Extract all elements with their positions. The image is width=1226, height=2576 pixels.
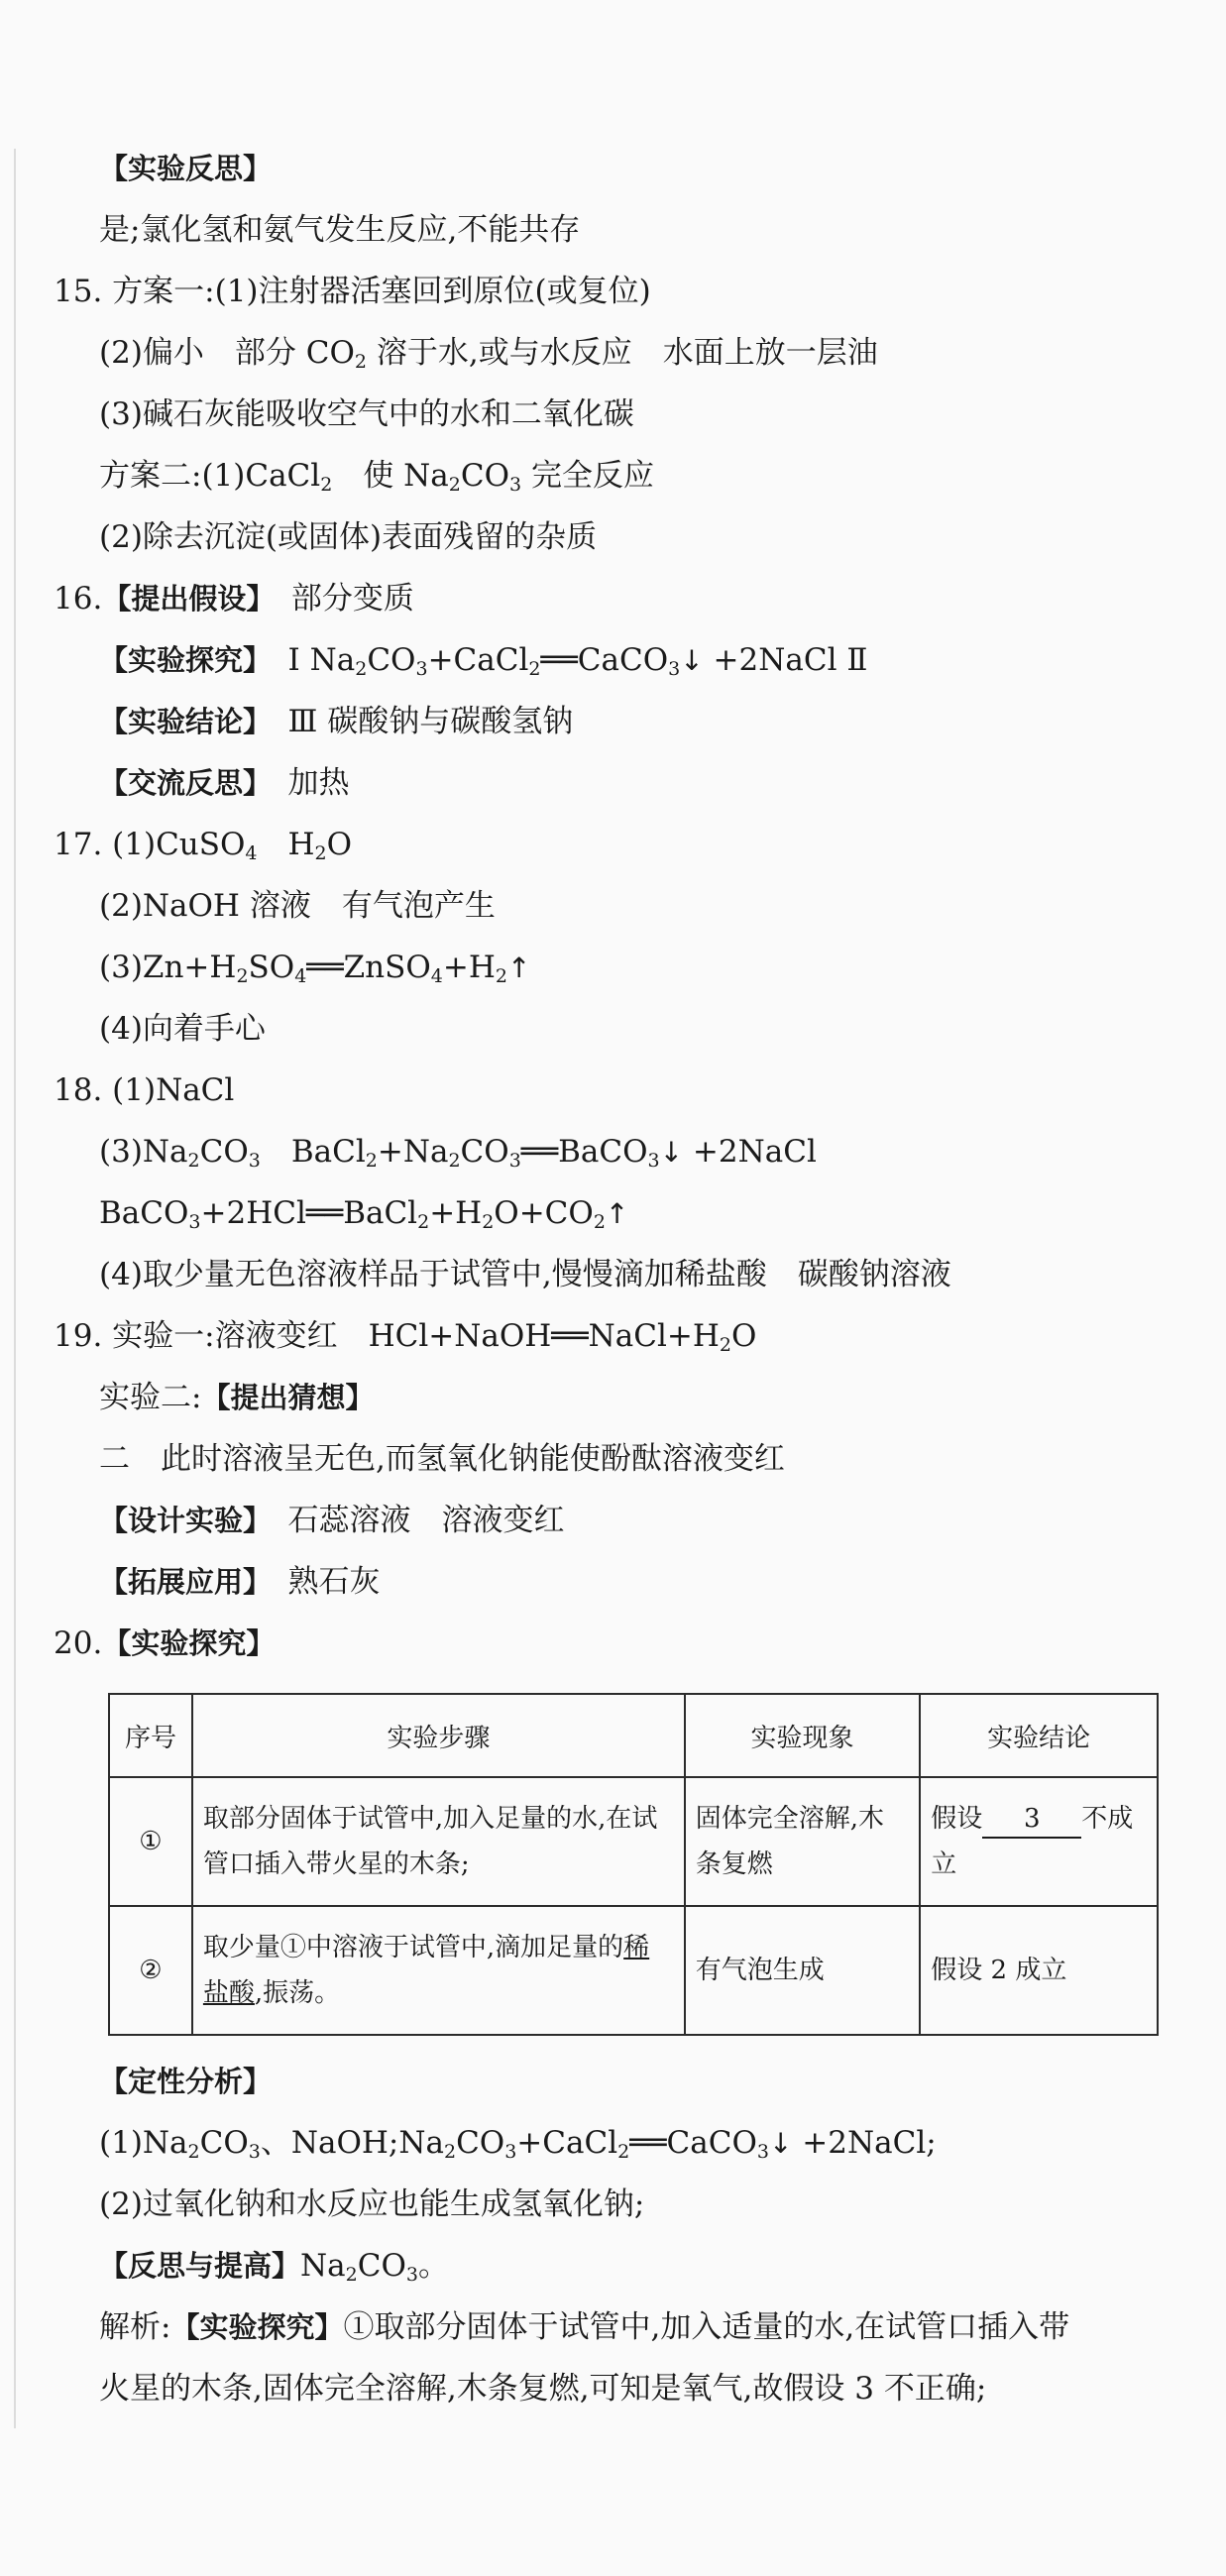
answer-text: O+CO — [494, 1195, 594, 1231]
table-header-row — [109, 1694, 1158, 1777]
section-heading: 【反思与提高】 — [99, 2249, 301, 2283]
q15-line-2 — [99, 331, 1196, 375]
subscript: 4 — [430, 965, 443, 987]
answer-text: CO — [357, 2248, 406, 2284]
answer-text: 18. (1)NaCl — [54, 1072, 235, 1108]
answer-text: CO — [199, 1134, 249, 1170]
answer-text: 方案二:(1)CaCl — [99, 458, 321, 494]
answer-text: 加热 — [257, 765, 350, 801]
answer-text: (2)过氧化钠和水反应也能生成氢氧化钠; — [99, 2186, 645, 2222]
answer-text: O — [730, 1318, 757, 1354]
subscript: 2 — [320, 474, 333, 496]
answer-text: Na — [300, 2248, 346, 2284]
down-arrow: ↓ — [768, 2127, 793, 2160]
answer-text: 完全反应 — [521, 458, 654, 494]
question-number: 20. — [54, 1625, 103, 1661]
subscript: 3 — [248, 2141, 261, 2163]
q20-line-2 — [99, 2121, 1196, 2166]
subscript: 2 — [482, 1211, 495, 1233]
q18-line-2 — [99, 1130, 1196, 1175]
answer-text: CO — [460, 1134, 509, 1170]
answer-text: 使 Na — [332, 458, 449, 494]
section-heading: 【提出假设】 — [102, 582, 261, 616]
answer-text: ══CaCO — [629, 2125, 757, 2161]
q17-line-2 — [99, 884, 1196, 928]
subscript: 3 — [756, 2141, 769, 2163]
answer-text: +CaCl — [427, 642, 529, 678]
q16-line-4 — [99, 761, 1196, 805]
answer-text: SO — [248, 950, 295, 985]
q19-line-4 — [99, 1499, 1196, 1542]
table-header: 序号 — [109, 1694, 192, 1777]
analysis-label: 解析: — [99, 2309, 171, 2345]
step-cell: 取部分固体于试管中,加入足量的水,在试管口插入带火星的木条; — [192, 1777, 685, 1906]
conclusion-cell: 假设 2 成立 — [920, 1906, 1158, 2035]
answer-text: 。 — [417, 2248, 449, 2284]
subscript: 2 — [236, 965, 249, 987]
subscript: 2 — [719, 1334, 731, 1356]
q15-line-5 — [99, 515, 1196, 559]
answer-text: 15. 方案一:(1)注射器活塞回到原位(或复位) — [54, 274, 651, 309]
q14-reflection-heading — [99, 147, 1196, 190]
section-heading: 【定性分析】 — [99, 2065, 273, 2098]
row-number: ① — [109, 1777, 192, 1906]
section-heading: 【拓展应用】 — [99, 1565, 258, 1599]
q14-reflection-text — [99, 208, 1196, 252]
subscript: 2 — [314, 842, 327, 864]
subscript: 2 — [593, 1211, 606, 1233]
answer-text: 二 此时溶液呈无色,而氢氧化钠能使酚酞溶液变红 — [99, 1441, 785, 1477]
q19-line-5 — [99, 1560, 1196, 1604]
answer-text: (2)除去沉淀(或固体)表面残留的杂质 — [99, 519, 598, 555]
q19-line-2 — [99, 1376, 1196, 1419]
answer-text: Ⅲ 碳酸钠与碳酸氢钠 — [257, 704, 574, 739]
q17-line-1 — [54, 823, 1196, 866]
answer-text: O — [326, 827, 353, 862]
section-heading: 【提出猜想】 — [201, 1381, 375, 1414]
margin-line — [14, 149, 16, 2428]
table-header: 实验步骤 — [192, 1694, 685, 1777]
q18-line-3 — [99, 1191, 1196, 1236]
answer-text: +2HCl══BaCl — [200, 1195, 418, 1231]
subscript: 2 — [187, 1150, 200, 1172]
q20-line-4 — [99, 2244, 1196, 2288]
answer-text: (2)偏小 部分 CO — [99, 335, 355, 371]
answer-text: ══BaCO — [520, 1134, 648, 1170]
answer-text: ══CaCO — [540, 642, 669, 678]
answer-text: 是;氯化氢和氨气发生反应,不能共存 — [99, 212, 581, 248]
section-heading: 【实验反思】 — [99, 152, 273, 185]
phenomenon-cell: 有气泡生成 — [685, 1906, 921, 2035]
answer-text: +2NaCl — [683, 1134, 817, 1170]
subscript: 2 — [448, 474, 461, 496]
q18-line-1 — [54, 1068, 1196, 1112]
section-heading: 【交流反思】 — [99, 766, 258, 800]
table-header: 实验现象 — [685, 1694, 921, 1777]
q19-line-1 — [54, 1314, 1196, 1358]
answer-text: 熟石灰 — [257, 1564, 381, 1600]
subscript: 4 — [294, 965, 307, 987]
answer-text: +H — [429, 1195, 483, 1231]
q17-line-3 — [99, 946, 1196, 990]
q20-line-1 — [54, 1622, 1196, 1665]
answer-text: (1)Na — [99, 2125, 188, 2161]
answer-text: Ⅰ Na — [257, 642, 356, 678]
answer-text: 实验二: — [99, 1380, 202, 1415]
answer-text: 17. (1)CuSO — [54, 827, 246, 862]
conclusion-text: 假设 — [931, 1804, 983, 1834]
q18-line-4 — [99, 1253, 1196, 1296]
subscript: 2 — [187, 2141, 200, 2163]
subscript: 3 — [647, 1150, 660, 1172]
subscript: 3 — [405, 2264, 418, 2286]
answer-text: (4)取少量无色溶液样品于试管中,慢慢滴加稀盐酸 碳酸钠溶液 — [99, 1257, 951, 1292]
conclusion-text: 不成立 — [931, 1804, 1134, 1879]
analysis-line-2 — [99, 2367, 1196, 2410]
q20-qualitative-heading — [99, 2060, 1196, 2103]
answer-text: BaCO — [99, 1195, 189, 1231]
answer-text: CO — [456, 2125, 505, 2161]
q17-line-4 — [99, 1007, 1196, 1051]
analysis-line-1 — [99, 2305, 1196, 2349]
q19-line-3 — [99, 1437, 1196, 1481]
answer-text: (2)NaOH 溶液 有气泡产生 — [99, 888, 496, 924]
subscript: 3 — [668, 658, 681, 680]
answer-text: 部分变质 — [260, 581, 414, 616]
table-header: 实验结论 — [920, 1694, 1158, 1777]
subscript: 2 — [617, 2141, 630, 2163]
answer-text: CO — [460, 458, 509, 494]
answer-text: ①取部分固体于试管中,加入适量的水,在试管口插入带 — [343, 2309, 1070, 2345]
down-arrow: ↓ — [659, 1136, 684, 1169]
answer-text: CO — [199, 2125, 249, 2161]
underlined-text: 稀盐酸 — [202, 1933, 650, 2008]
section-heading: 【实验结论】 — [99, 705, 258, 738]
subscript: 2 — [495, 965, 507, 987]
experiment-table — [108, 1693, 1159, 2036]
phenomenon-cell: 固体完全溶解,木条复燃 — [685, 1777, 921, 1906]
answer-text: +H — [442, 950, 496, 985]
answer-text: +Na — [377, 1134, 449, 1170]
section-heading: 【实验探究】 — [102, 1626, 276, 1660]
subscript: 2 — [443, 2141, 457, 2163]
subscript: 3 — [504, 2141, 517, 2163]
q16-line-2 — [99, 638, 1196, 683]
subscript: 2 — [355, 658, 368, 680]
subscript: 3 — [508, 1150, 521, 1172]
q20-line-3 — [99, 2183, 1196, 2226]
subscript: 2 — [345, 2264, 358, 2286]
q15-line-1 — [54, 270, 1196, 313]
step-cell — [192, 1906, 685, 2035]
subscript: 3 — [248, 1150, 261, 1172]
subscript: 2 — [417, 1211, 430, 1233]
answer-text: H — [257, 827, 315, 862]
q15-line-3 — [99, 392, 1196, 436]
answer-text: +2NaCl; — [792, 2125, 937, 2161]
subscript: 2 — [448, 1150, 461, 1172]
table-row — [109, 1906, 1158, 2035]
subscript: 3 — [415, 658, 428, 680]
answer-text: BaCl — [260, 1134, 366, 1170]
down-arrow: ↓ — [680, 644, 704, 677]
answer-text: (3)Na — [99, 1134, 188, 1170]
row-number: ② — [109, 1906, 192, 2035]
section-heading: 【实验探究】 — [170, 2310, 344, 2344]
q15-line-4 — [99, 454, 1196, 498]
q16-line-1 — [54, 577, 1196, 620]
answer-blank: 3 — [982, 1801, 1081, 1839]
answer-text: 石蕊溶液 溶液变红 — [257, 1503, 565, 1538]
answer-text: (4)向着手心 — [99, 1011, 266, 1047]
answer-text: +2NaCl Ⅱ — [703, 642, 868, 678]
step-text: ,振荡。 — [254, 1978, 341, 2008]
answer-text: ══ZnSO — [306, 950, 431, 985]
section-heading: 【实验探究】 — [99, 643, 258, 677]
answer-text: 19. 实验一:溶液变红 HCl+NaOH══NaCl+H — [54, 1318, 720, 1354]
subscript: 2 — [354, 351, 367, 373]
subscript: 4 — [245, 842, 258, 864]
answer-text: CO — [367, 642, 416, 678]
subscript: 2 — [365, 1150, 378, 1172]
conclusion-cell — [920, 1777, 1158, 1906]
q16-line-3 — [99, 700, 1196, 743]
up-arrow: ↑ — [605, 1197, 629, 1230]
step-text: 取少量①中溶液于试管中,滴加足量的 — [202, 1933, 624, 1962]
subscript: 2 — [528, 658, 541, 680]
answer-text: 火星的木条,固体完全溶解,木条复燃,可知是氧气,故假设 3 不正确; — [99, 2371, 987, 2407]
answer-text: 溶于水,或与水反应 水面上放一层油 — [367, 335, 878, 371]
table-row — [109, 1777, 1158, 1906]
section-heading: 【设计实验】 — [99, 1504, 258, 1537]
answer-text: 、NaOH;Na — [260, 2125, 444, 2161]
answer-text: +CaCl — [516, 2125, 618, 2161]
subscript: 3 — [509, 474, 522, 496]
question-number: 16. — [54, 581, 103, 616]
subscript: 3 — [188, 1211, 201, 1233]
answer-text: (3)碱石灰能吸收空气中的水和二氧化碳 — [99, 396, 634, 432]
up-arrow: ↑ — [506, 952, 531, 984]
answer-text: (3)Zn+H — [99, 950, 237, 985]
